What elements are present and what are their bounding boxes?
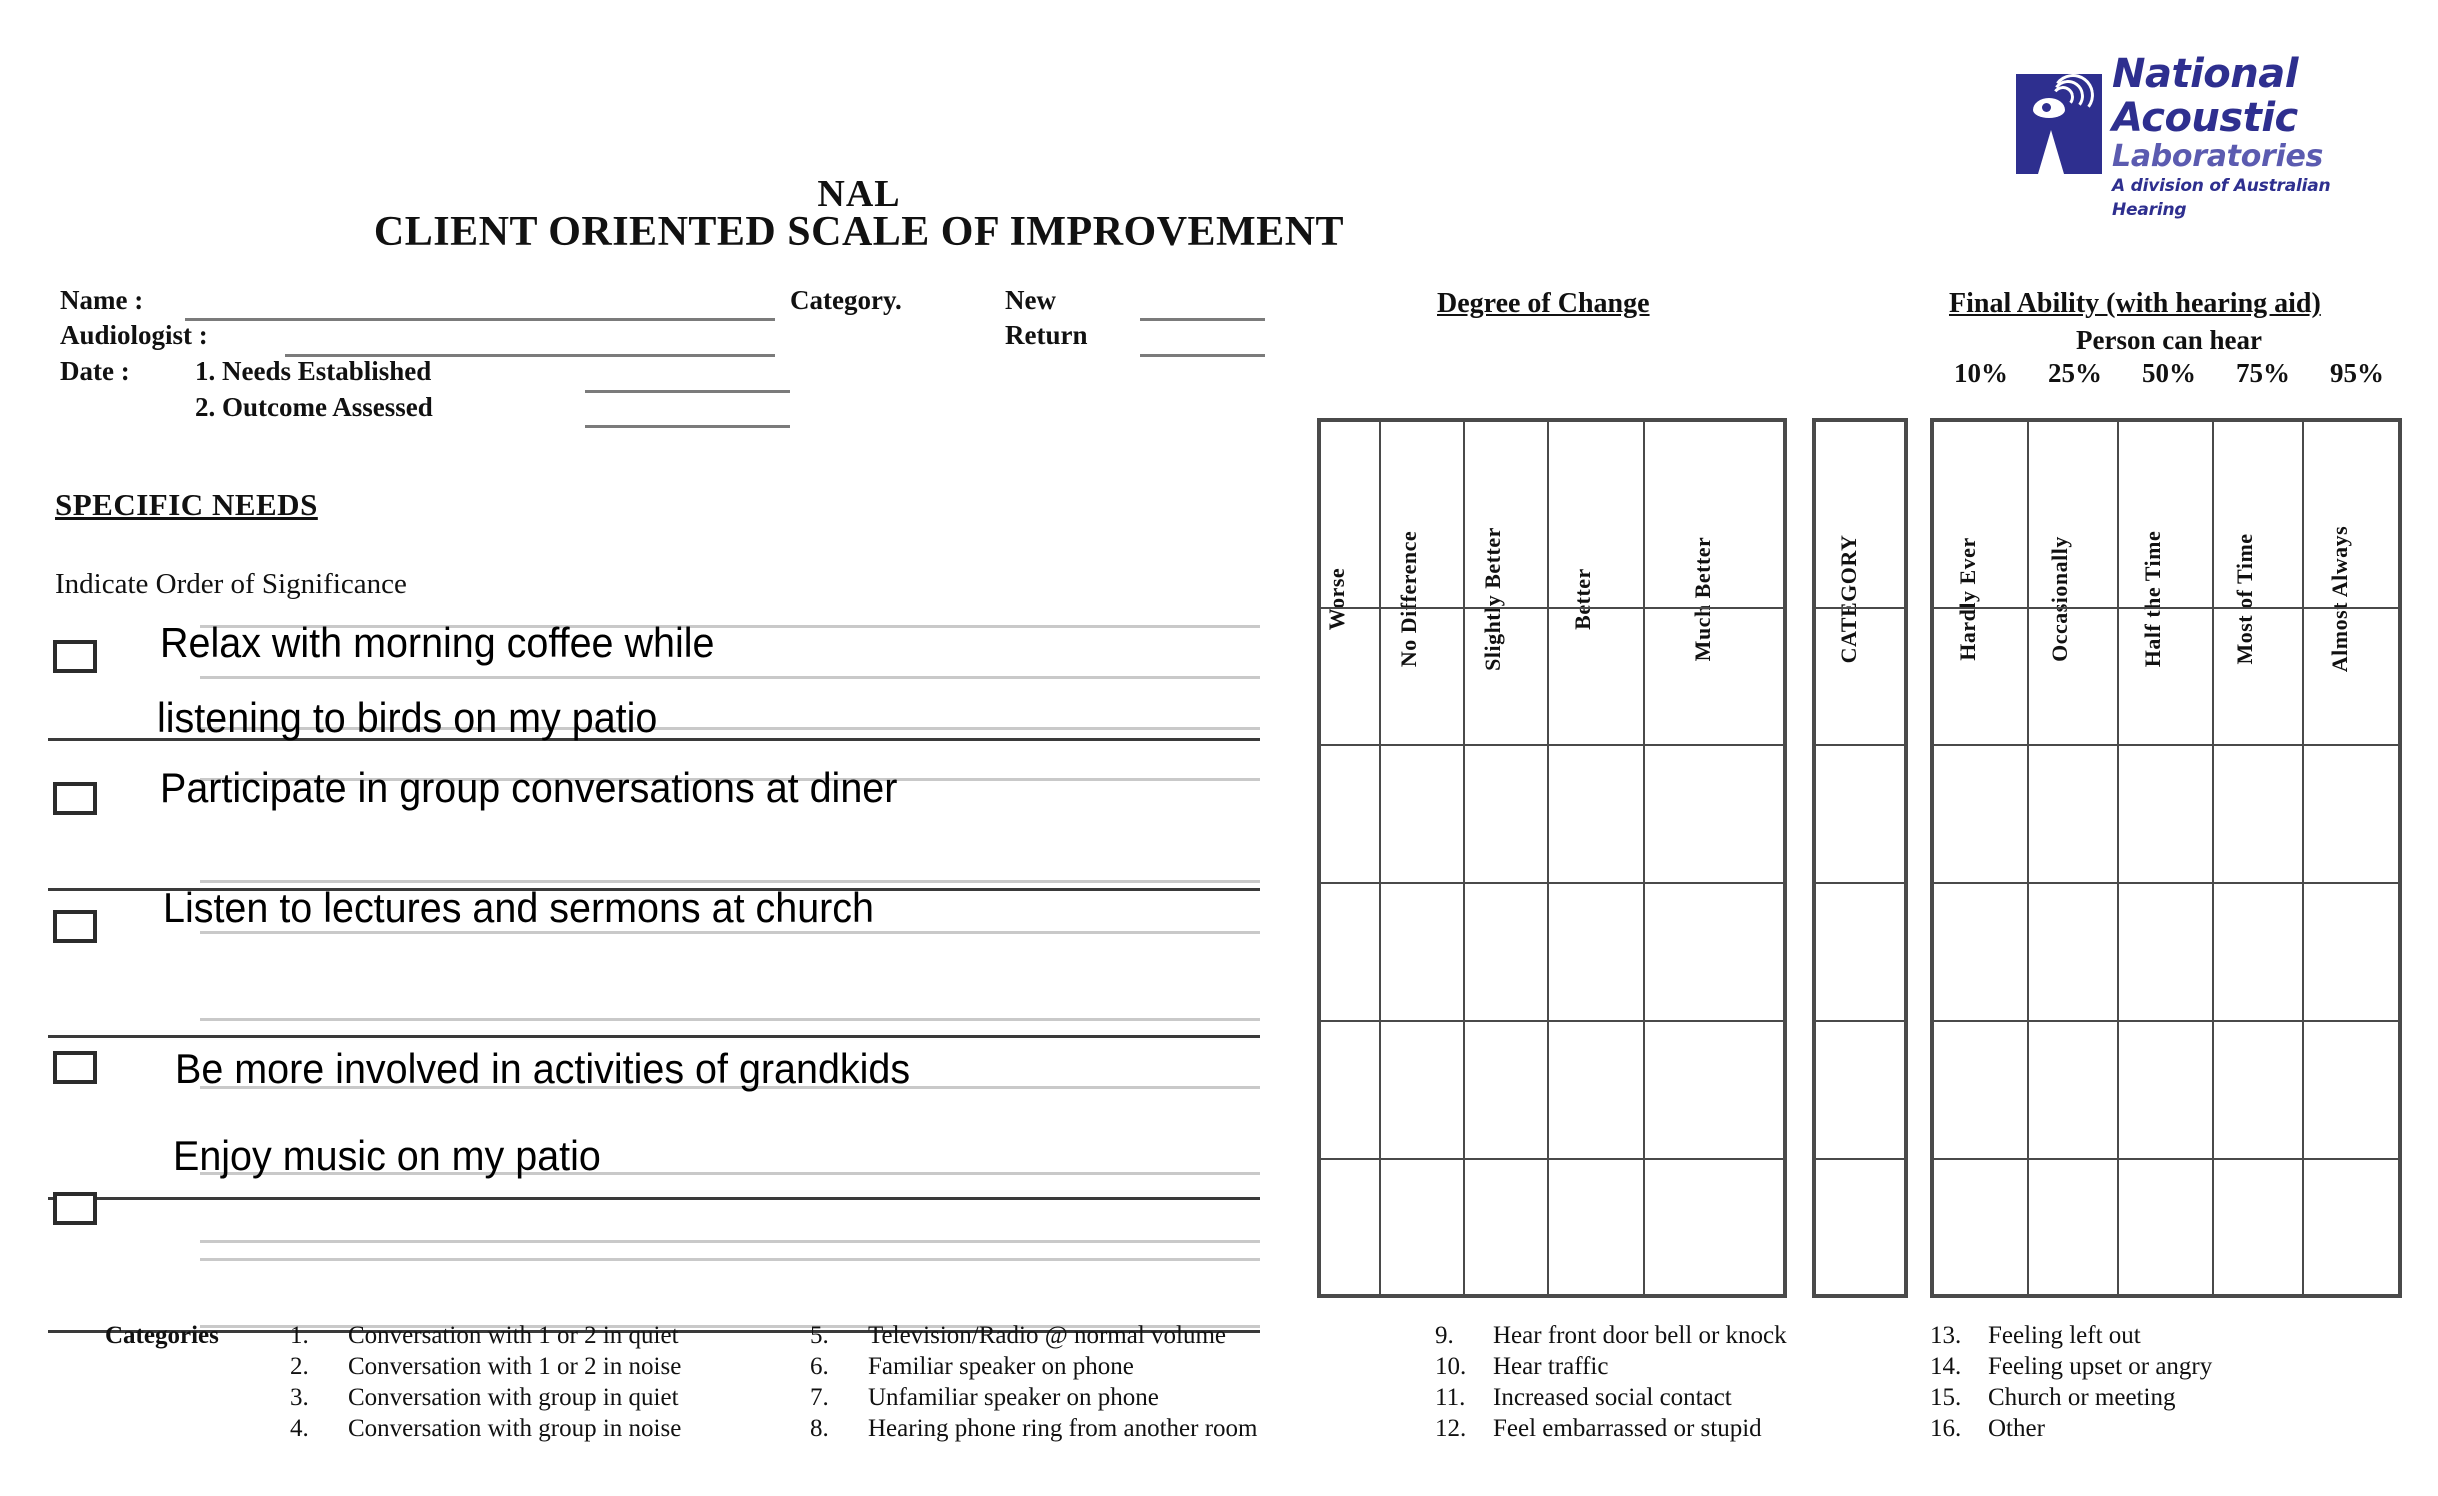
categories-column-4: [1930, 1320, 2212, 1444]
col-header-no-difference: No Difference: [1396, 530, 1421, 668]
category-text: Feel embarrassed or stupid: [1493, 1415, 1762, 1442]
category-item: [1435, 1413, 1787, 1444]
row-divider: [1321, 1020, 1783, 1022]
category-item: [810, 1351, 1257, 1382]
category-text: Hear traffic: [1493, 1353, 1609, 1380]
category-item: [290, 1382, 681, 1413]
return-label: Return: [1005, 320, 1088, 350]
category-text: Hear front door bell or knock: [1493, 1322, 1787, 1349]
row-divider: [1816, 744, 1904, 746]
category-number: 13.: [1930, 1322, 1962, 1349]
category-number: 1.: [290, 1322, 309, 1349]
category-table: [1812, 418, 1908, 1298]
col-occasionally[interactable]: [2029, 422, 2119, 1294]
col-better[interactable]: [1549, 422, 1645, 1294]
row-divider: [1321, 744, 1783, 746]
category-number: 10.: [1435, 1353, 1467, 1380]
page-title: CLIENT ORIENTED SCALE OF IMPROVEMENT: [373, 209, 1345, 255]
new-input[interactable]: [1140, 318, 1265, 321]
category-item: [810, 1382, 1257, 1413]
category-text: Other: [1988, 1415, 2045, 1442]
col-half-the-time[interactable]: [2119, 422, 2214, 1294]
category-text: Conversation with 1 or 2 in quiet: [348, 1322, 679, 1349]
row-divider: [1934, 1020, 2398, 1022]
need-entry-1-line-2[interactable]: listening to birds on my patio: [157, 694, 658, 741]
col-header-much-better: Much Better: [1690, 536, 1715, 662]
category-text: Unfamiliar speaker on phone: [868, 1384, 1159, 1411]
category-number: 5.: [810, 1322, 829, 1349]
col-header-hardly-ever: Hardly Ever: [1954, 537, 1980, 661]
writing-rule: [200, 676, 1260, 679]
col-worse[interactable]: [1321, 422, 1381, 1294]
category-number: 2.: [290, 1353, 309, 1380]
category-number: 12.: [1435, 1415, 1467, 1442]
category-text: Conversation with group in quiet: [348, 1384, 679, 1411]
category-item: [1930, 1413, 2212, 1444]
writing-rule: [200, 1240, 1260, 1243]
col-category[interactable]: [1816, 422, 1908, 1294]
col-much-better[interactable]: [1645, 422, 1787, 1294]
category-number: 11.: [1435, 1384, 1466, 1411]
need-entry-1-line-1[interactable]: Relax with morning coffee while: [160, 619, 715, 666]
category-item: [1435, 1382, 1787, 1413]
need-checkbox-4[interactable]: [53, 1051, 97, 1084]
need-entry-2-line-1[interactable]: Participate in group conversations at diner: [160, 764, 898, 811]
final-ability-heading: Final Ability (with hearing aid): [1949, 288, 2321, 319]
category-number: 16.: [1930, 1415, 1962, 1442]
category-text: Television/Radio @ normal volume: [868, 1322, 1227, 1349]
category-text: Church or meeting: [1988, 1384, 2176, 1411]
degree-of-change-table: [1317, 418, 1787, 1298]
need-checkbox-2[interactable]: [53, 782, 97, 815]
col-no-difference[interactable]: [1381, 422, 1465, 1294]
category-item: [1435, 1320, 1787, 1351]
percent-25: 25%: [2048, 358, 2102, 388]
col-header-half-the-time: Half the Time: [2139, 530, 2165, 668]
percent-95: 95%: [2330, 358, 2384, 388]
category-text: Feeling upset or angry: [1988, 1353, 2213, 1380]
col-hardly-ever[interactable]: [1934, 422, 2029, 1294]
nal-logo-mark-icon: [2016, 74, 2102, 174]
nal-logo-text: [2112, 52, 2398, 222]
category-item: [810, 1320, 1257, 1351]
need-checkbox-1[interactable]: [53, 640, 97, 673]
col-header-slightly-better: Slightly Better: [1480, 527, 1505, 671]
writing-rule: [200, 1258, 1260, 1261]
header-row-divider: [1321, 607, 1783, 609]
category-item: [290, 1351, 681, 1382]
col-header-better: Better: [1570, 568, 1595, 630]
need-entry-3-line-1[interactable]: Listen to lectures and sermons at church: [163, 884, 875, 931]
header-row-divider: [1934, 607, 2398, 609]
category-text: Increased social contact: [1493, 1384, 1732, 1411]
person-can-hear-label: Person can hear: [2076, 325, 2262, 355]
category-number: 9.: [1435, 1322, 1454, 1349]
logo-line-national: National: [2112, 51, 2298, 97]
final-ability-table: [1930, 418, 2402, 1298]
degree-of-change-heading: Degree of Change: [1437, 288, 1650, 319]
col-almost-always[interactable]: [2304, 422, 2402, 1294]
row-divider: [1816, 1020, 1904, 1022]
need-separator: [48, 1197, 1260, 1200]
row-divider: [1934, 1158, 2398, 1160]
category-number: 6.: [810, 1353, 829, 1380]
category-number: 7.: [810, 1384, 829, 1411]
title-org: NAL: [817, 173, 901, 215]
need-checkbox-5[interactable]: [53, 1192, 97, 1225]
return-input[interactable]: [1140, 354, 1265, 357]
logo-line-laboratories: Laboratories: [2112, 139, 2324, 174]
percentage-scale-row: [1936, 358, 2402, 389]
date-label: Date :: [60, 356, 130, 386]
categories-column-2: [810, 1320, 1257, 1444]
logo-figure-icon: [2038, 130, 2064, 174]
category-item: [290, 1320, 681, 1351]
audiologist-label: Audiologist :: [60, 320, 208, 350]
needs-established-label: 1. Needs Established: [195, 356, 432, 386]
writing-rule: [200, 1018, 1260, 1021]
outcome-assessed-label: 2. Outcome Assessed: [195, 392, 433, 422]
row-divider: [1934, 744, 2398, 746]
category-number: 8.: [810, 1415, 829, 1442]
logo-pupil-icon: [2042, 103, 2051, 112]
new-label: New: [1005, 285, 1056, 315]
category-text: Feeling left out: [1988, 1322, 2141, 1349]
category-item: [810, 1413, 1257, 1444]
row-divider: [1816, 1158, 1904, 1160]
need-entry-5-line-1[interactable]: Enjoy music on my patio: [173, 1132, 601, 1179]
need-checkbox-3[interactable]: [53, 910, 97, 943]
logo-line-acoustic: Acoustic: [2112, 95, 2298, 141]
categories-column-1: [290, 1320, 681, 1444]
category-number: 4.: [290, 1415, 309, 1442]
category-text: Familiar speaker on phone: [868, 1353, 1134, 1380]
col-header-worse: Worse: [1324, 567, 1349, 631]
percent-75: 75%: [2236, 358, 2290, 388]
col-header-occasionally: Occasionally: [2047, 536, 2072, 662]
need-separator: [48, 1035, 1260, 1038]
category-item: [1930, 1320, 2212, 1351]
category-item: [1930, 1351, 2212, 1382]
col-header-most-of-time: Most of Time: [2232, 533, 2257, 665]
categories-column-3: [1435, 1320, 1787, 1444]
col-most-of-time[interactable]: [2214, 422, 2304, 1294]
needs-established-input[interactable]: [585, 390, 790, 393]
col-header-almost-always: Almost Always: [2327, 525, 2352, 673]
percent-10: 10%: [1954, 358, 2008, 388]
header-row-divider: [1816, 607, 1904, 609]
category-text: Conversation with 1 or 2 in noise: [348, 1353, 682, 1380]
col-header-category: CATEGORY: [1836, 534, 1861, 664]
category-item: [290, 1413, 681, 1444]
category-number: 15.: [1930, 1384, 1962, 1411]
category-text: Conversation with group in noise: [348, 1415, 682, 1442]
name-label: Name :: [60, 285, 144, 315]
col-slightly-better[interactable]: [1465, 422, 1549, 1294]
order-of-significance-label: Indicate Order of Significance: [55, 568, 407, 600]
category-number: 14.: [1930, 1353, 1962, 1380]
name-input[interactable]: [185, 318, 775, 321]
category-number: 3.: [290, 1384, 309, 1411]
category-item: [1930, 1382, 2212, 1413]
category-label: Category.: [790, 285, 902, 315]
need-entry-4-line-1[interactable]: Be more involved in activities of grandkids: [175, 1045, 911, 1092]
row-divider: [1934, 882, 2398, 884]
row-divider: [1816, 882, 1904, 884]
writing-rule: [200, 880, 1260, 883]
writing-rule: [200, 931, 1260, 934]
logo-tagline: A division of Australian Hearing: [2112, 176, 2331, 220]
category-item: [1435, 1351, 1787, 1382]
categories-label: Categories: [105, 1322, 219, 1349]
category-text: Hearing phone ring from another room: [868, 1415, 1258, 1442]
outcome-assessed-input[interactable]: [585, 425, 790, 428]
specific-needs-heading: SPECIFIC NEEDS: [55, 487, 318, 522]
row-divider: [1321, 882, 1783, 884]
row-divider: [1321, 1158, 1783, 1160]
percent-50: 50%: [2142, 358, 2196, 388]
